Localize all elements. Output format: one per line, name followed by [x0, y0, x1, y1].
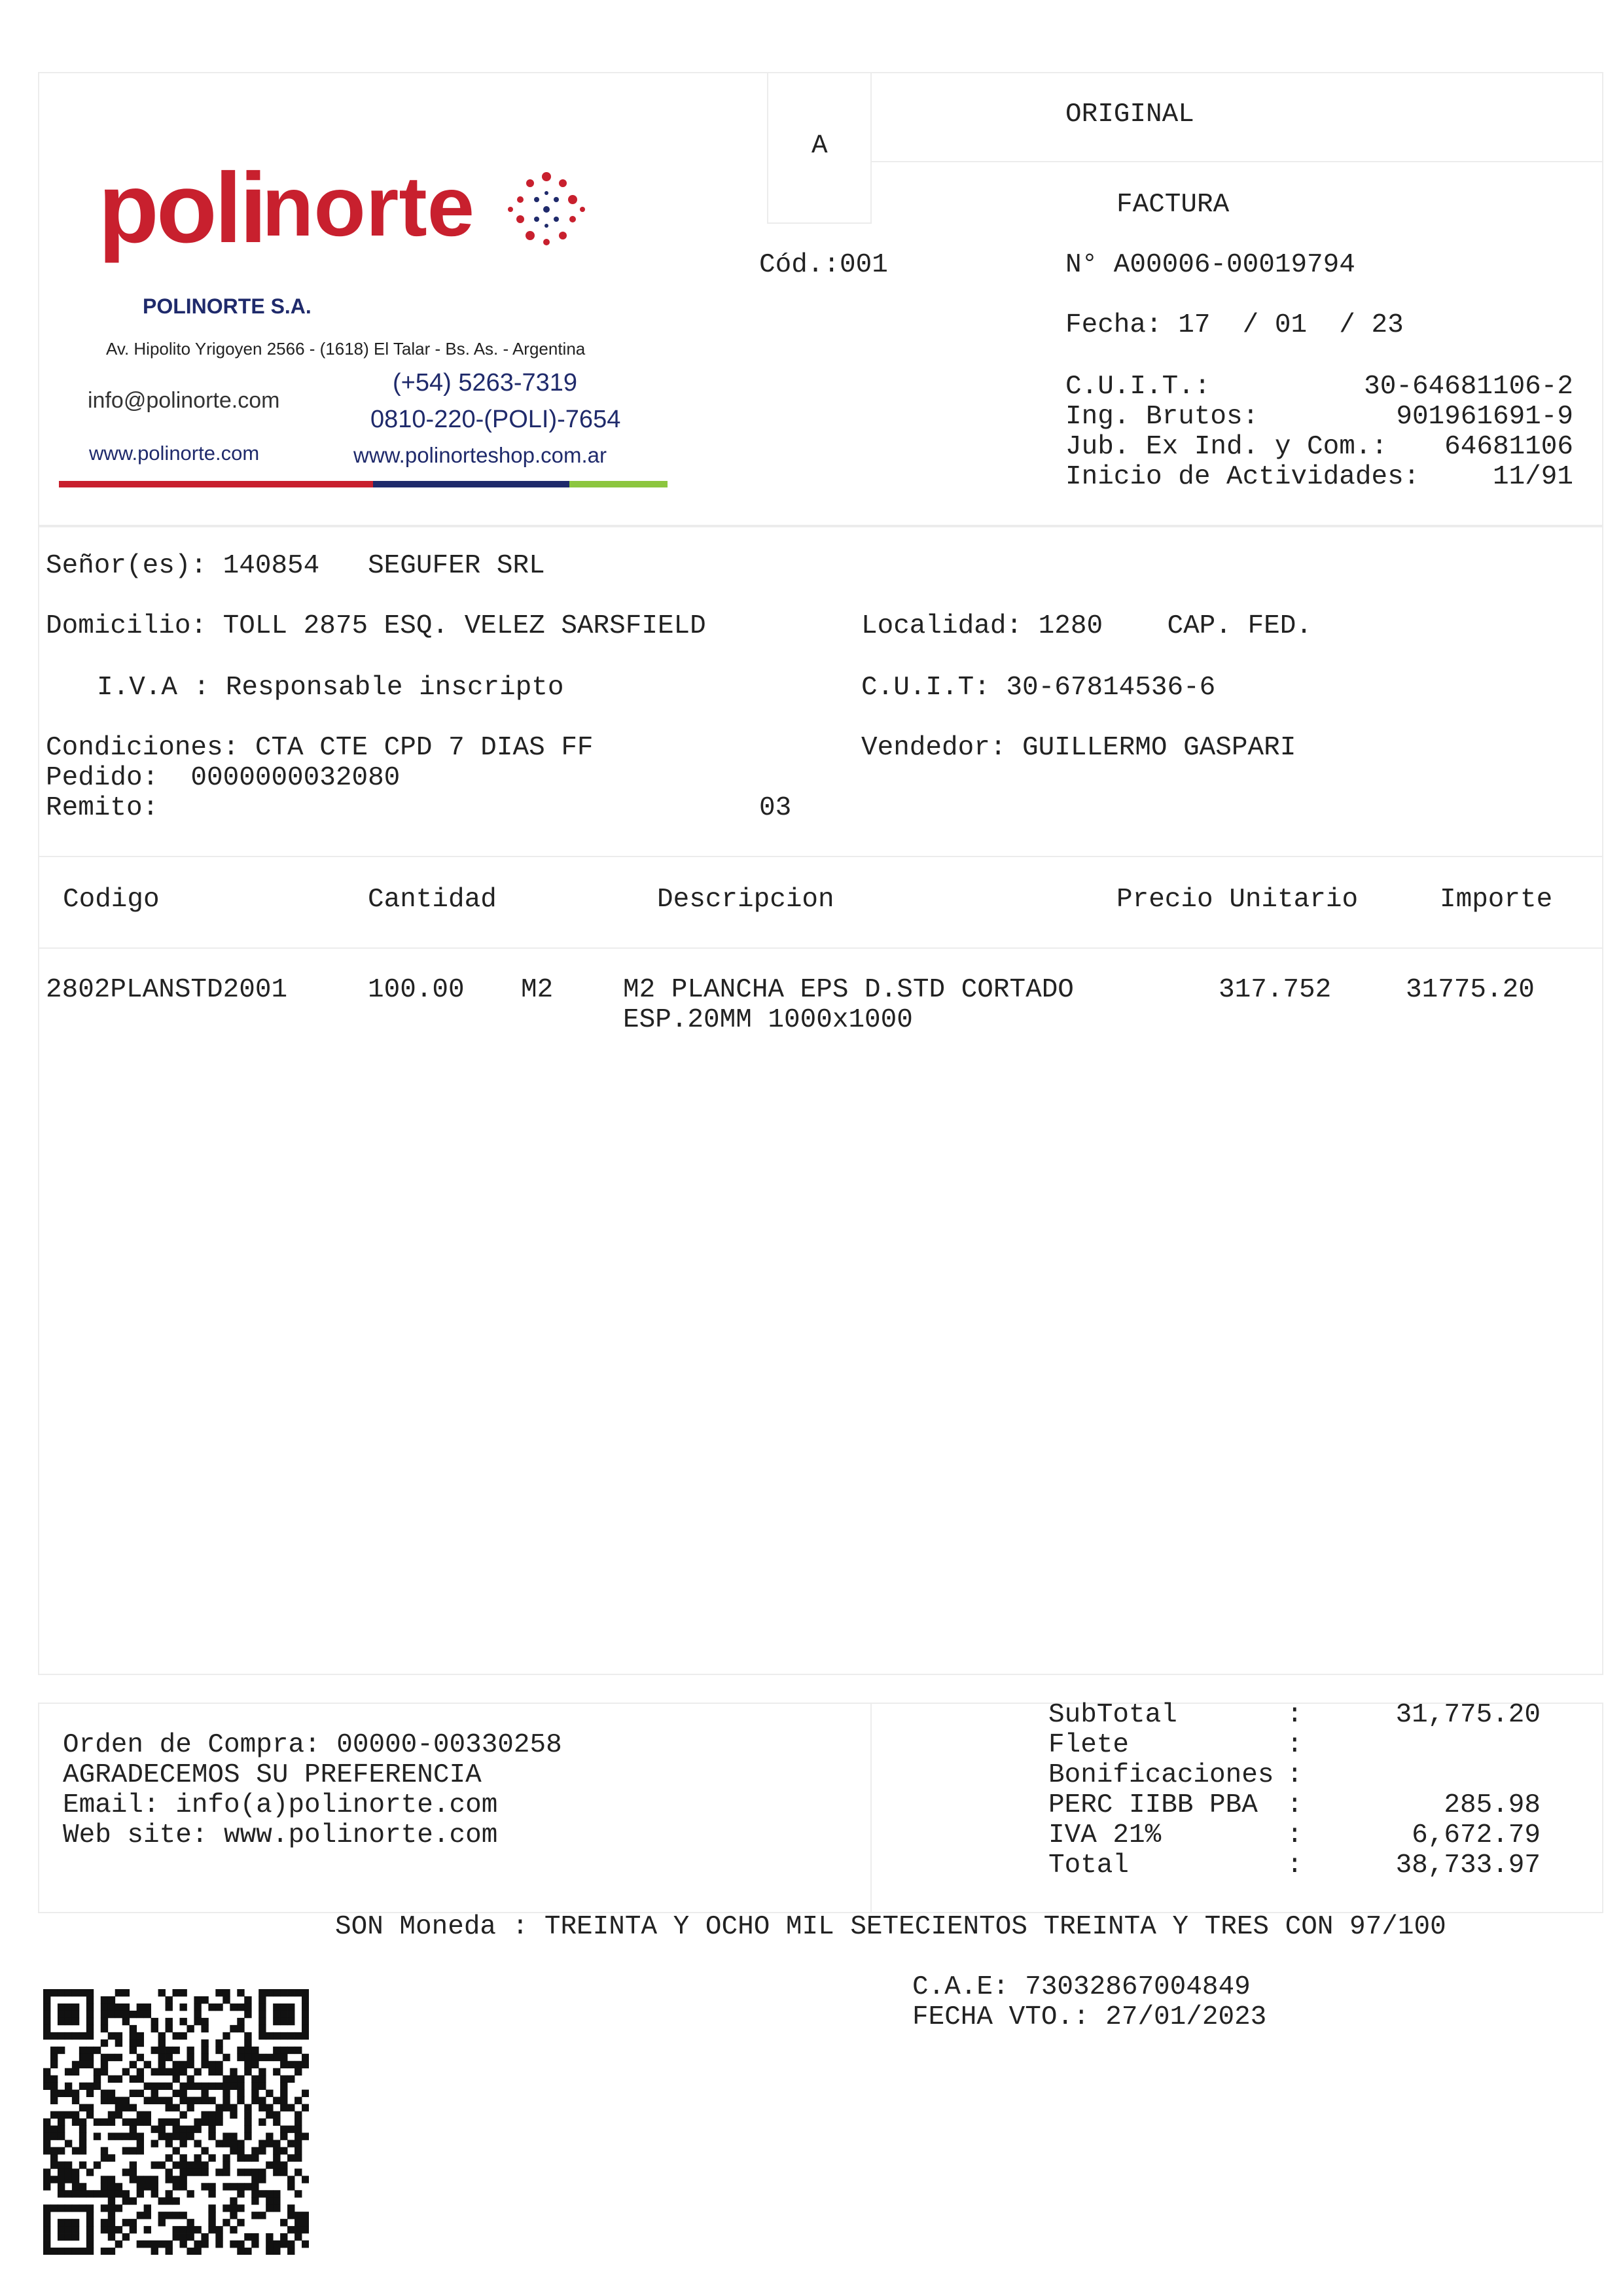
row-descripcion-1: M2 PLANCHA EPS D.STD CORTADO [623, 975, 1074, 1005]
total-label-iva: IVA 21% [1048, 1820, 1162, 1850]
row-codigo: 2802PLANSTD2001 [46, 975, 288, 1005]
client-cuit: C.U.I.T: 30-67814536-6 [861, 673, 1216, 703]
col-header-cantidad: Cantidad [368, 885, 497, 915]
col-header-importe: Importe [1440, 885, 1553, 915]
total-label-flete: Flete [1048, 1730, 1130, 1760]
row-descripcion-2: ESP.20MM 1000x1000 [623, 1005, 913, 1035]
footer-email: Email: info(a)polinorte.com [63, 1790, 498, 1820]
col-header-codigo: Codigo [63, 885, 160, 915]
row-cantidad: 100.00 [368, 975, 465, 1005]
company-email: info@polinorte.com [88, 388, 280, 413]
header-divider [872, 161, 1603, 162]
total-sep-bonificaciones: : [1287, 1760, 1303, 1790]
issuer-ib-value: 901961691-9 [1396, 402, 1573, 432]
row-unidad: M2 [521, 975, 554, 1005]
client-order: Pedido: 0000000032080 [46, 763, 401, 793]
total-sep-subtotal: : [1287, 1700, 1303, 1730]
company-web2: www.polinorteshop.com.ar [353, 443, 607, 467]
total-label-total: Total [1048, 1850, 1130, 1881]
invoice-date: Fecha: 17 / 01 / 23 [1065, 310, 1404, 340]
cae-number: C.A.E: 73032867004849 [912, 1972, 1251, 2002]
issuer-ib-label: Ing. Brutos: [1065, 402, 1259, 432]
total-sep-iva: : [1287, 1820, 1303, 1850]
total-value-iva: 6,672.79 [1412, 1820, 1541, 1850]
total-value-perc: 285.98 [1444, 1790, 1541, 1820]
total-label-subtotal: SubTotal [1048, 1700, 1177, 1730]
client-iva: I.V.A : Responsable inscripto [97, 673, 564, 703]
copy-label: ORIGINAL [1065, 99, 1194, 130]
issuer-cuit-value: 30-64681106-2 [1364, 372, 1573, 402]
company-web1: www.polinorte.com [89, 442, 260, 465]
client-address: Domicilio: TOLL 2875 ESQ. VELEZ SARSFIELD [46, 611, 706, 641]
total-sep-total: : [1287, 1850, 1303, 1881]
invoice-number: N° A00006-00019794 [1065, 250, 1355, 280]
table-header-divider [38, 947, 1603, 949]
thanks-message: AGRADECEMOS SU PREFERENCIA [63, 1760, 482, 1790]
total-sep-flete: : [1287, 1730, 1303, 1760]
svg-text:poli: poli [98, 152, 265, 264]
total-value-total: 38,733.97 [1395, 1850, 1541, 1881]
issuer-jub-label: Jub. Ex Ind. y Com.: [1065, 432, 1388, 462]
issuer-inicio-label: Inicio de Actividades: [1065, 462, 1420, 492]
svg-text:norte: norte [262, 158, 474, 254]
issuer-jub-value: 64681106 [1444, 432, 1573, 462]
issuer-inicio-value: 11/91 [1492, 462, 1573, 492]
col-header-precio: Precio Unitario [1116, 885, 1359, 915]
company-logo [59, 137, 687, 504]
issuer-cuit-label: C.U.I.T.: [1065, 372, 1211, 402]
client-locality: Localidad: 1280 CAP. FED. [861, 611, 1312, 641]
company-phone1: (+54) 5263-7319 [393, 369, 578, 397]
row-precio: 317.752 [1219, 975, 1332, 1005]
client-divider [38, 856, 1603, 857]
client-remito: Remito: [46, 793, 159, 823]
invoice-code: Cód.:001 [759, 250, 888, 280]
invoice-letter: A [812, 131, 828, 161]
company-phone2: 0810-220-(POLI)-7654 [370, 406, 621, 433]
doc-type: FACTURA [1116, 190, 1230, 220]
client-name: Señor(es): 140854 SEGUFER SRL [46, 551, 545, 581]
client-remito-extra: 03 [759, 793, 792, 823]
cae-expiry: FECHA VTO.: 27/01/2023 [912, 2002, 1267, 2032]
row-importe: 31775.20 [1406, 975, 1535, 1005]
client-conditions: Condiciones: CTA CTE CPD 7 DIAS FF [46, 733, 594, 763]
footer-divider [870, 1703, 872, 1913]
company-name: POLINORTE S.A. [143, 294, 312, 318]
total-value-subtotal: 31,775.20 [1395, 1700, 1541, 1730]
total-sep-perc: : [1287, 1790, 1303, 1820]
company-address: Av. Hipolito Yrigoyen 2566 - (1618) El Talar - Bs. As. - Argentina [106, 339, 586, 359]
purchase-order: Orden de Compra: 00000-00330258 [63, 1730, 562, 1760]
total-label-bonificaciones: Bonificaciones [1048, 1760, 1274, 1790]
qr-code-icon [43, 1989, 309, 2255]
client-seller: Vendedor: GUILLERMO GASPARI [861, 733, 1296, 763]
total-label-perc: PERC IIBB PBA [1048, 1790, 1258, 1820]
amount-in-words: SON Moneda : TREINTA Y OCHO MIL SETECIENTOS TREINTA Y TRES CON 97/100 [335, 1912, 1446, 1942]
col-header-descripcion: Descripcion [657, 885, 834, 915]
footer-website: Web site: www.polinorte.com [63, 1820, 498, 1850]
